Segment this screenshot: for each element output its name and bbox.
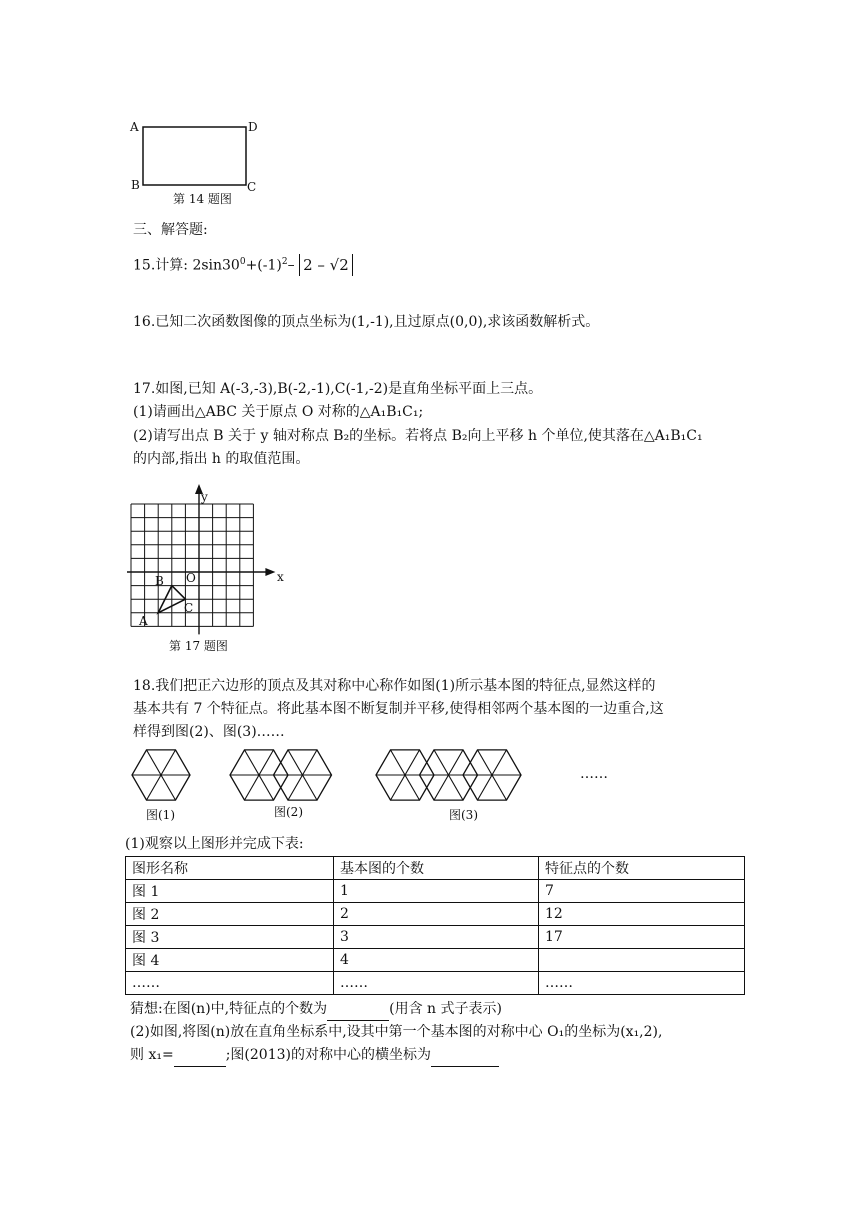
q15-abs-value: 2 – √2 (299, 254, 353, 276)
table-cell: 图 2 (126, 903, 334, 926)
table-cell: 图 3 (126, 926, 334, 949)
fig14-label-c: C (247, 180, 257, 194)
table-cell: 1 (334, 880, 539, 903)
q15-expr-1: 2sin30 (192, 257, 240, 274)
q18-last-prefix: 则 x₁= (130, 1047, 174, 1063)
q16-text: 16.已知二次函数图像的顶点坐标为(1,-1),且过原点(0,0),求该函数解析式。 (133, 314, 600, 330)
q17-line-1: 17.如图,已知 A(-3,-3),B(-2,-1),C(-1,-2)是直角坐标平面上三点。 (133, 381, 543, 397)
table-row (126, 880, 745, 903)
q18-guess-prefix: 猜想:在图(n)中,特征点的个数为 (130, 1001, 328, 1017)
fig17-point-c-label: C (184, 601, 194, 615)
q15-expr-3: – (287, 257, 295, 274)
q18-table (125, 856, 745, 995)
q18-last-middle: ;图(2013)的对称中心的横坐标为 (225, 1047, 431, 1063)
fig14-caption: 第 14 题图 (173, 192, 232, 206)
q15-prefix: 15.计算: (133, 257, 188, 274)
q17-line-2: (1)请画出△ABC 关于原点 O 对称的△A₁B₁C₁; (133, 404, 424, 420)
fig18-caption-2: 图(2) (274, 805, 303, 819)
q17-line-3: (2)请写出点 B 关于 y 轴对称点 B₂的坐标。若将点 B₂向上平移 h 个单位,使其落在△A₁B₁C₁ (133, 428, 703, 444)
table-cell: 2 (334, 903, 539, 926)
q18-guess-line (130, 998, 502, 1021)
fig14-label-b: B (131, 178, 140, 192)
q18-line-3: 样得到图(2)、图(3)…… (133, 724, 285, 740)
table-row (126, 949, 745, 972)
fig17-point-b-label: B (155, 574, 164, 588)
table-cell: …… (126, 972, 334, 995)
table-cell: 3 (334, 926, 539, 949)
fig14-label-d: D (248, 120, 258, 134)
q18-x1-blank[interactable] (174, 1044, 226, 1067)
table-row (126, 972, 745, 995)
table-cell: 图 1 (126, 880, 334, 903)
fig17-origin-label: O (186, 571, 196, 585)
q18-center-blank[interactable] (431, 1044, 499, 1067)
table-header-cell: 基本图的个数 (334, 857, 539, 880)
table-row (126, 903, 745, 926)
table-header-cell: 特征点的个数 (539, 857, 745, 880)
q18-guess-suffix: (用含 n 式子表示) (389, 1001, 502, 1017)
table-row (126, 926, 745, 949)
fig14-label-a: A (130, 120, 139, 134)
fig17-point-a-label: A (139, 614, 148, 628)
q15-sup-2: 2 (281, 257, 288, 267)
table-cell: 7 (539, 880, 745, 903)
table-header-row (126, 857, 745, 880)
q15-expr-2: +(-1) (245, 257, 282, 274)
table-cell: 图 4 (126, 949, 334, 972)
q18-sub-1: (1)观察以上图形并完成下表: (125, 836, 304, 852)
table-cell-answer[interactable] (539, 949, 745, 972)
table-cell: 4 (334, 949, 539, 972)
q17-line-4: 的内部,指出 h 的取值范围。 (133, 451, 310, 467)
fig17-axis-x-label: x (277, 570, 284, 584)
table-header-cell: 图形名称 (126, 857, 334, 880)
q18-guess-blank[interactable] (327, 998, 389, 1021)
section-title: 三、解答题: (133, 222, 208, 238)
table-cell: 12 (539, 903, 745, 926)
q18-sub-2: (2)如图,将图(n)放在直角坐标系中,设其中第一个基本图的对称中心 O₁的坐标为(x₁,2), (130, 1024, 663, 1040)
table-cell: …… (539, 972, 745, 995)
q18-last-line (130, 1044, 499, 1067)
q15-sup-1: 0 (239, 257, 246, 267)
q18-line-1: 18.我们把正六边形的顶点及其对称中心称作如图(1)所示基本图的特征点,显然这样的 (133, 678, 656, 694)
fig17-caption: 第 17 题图 (169, 639, 228, 653)
fig18-caption-3: 图(3) (449, 808, 478, 822)
table-cell: 17 (539, 926, 745, 949)
fig18-ellipsis: …… (580, 766, 608, 782)
table-cell: …… (334, 972, 539, 995)
fig18-caption-1: 图(1) (146, 808, 175, 822)
q18-line-2: 基本共有 7 个特征点。将此基本图不断复制并平移,使得相邻两个基本图的一边重合,这 (133, 701, 664, 717)
fig17-axis-y-label: y (201, 490, 208, 504)
